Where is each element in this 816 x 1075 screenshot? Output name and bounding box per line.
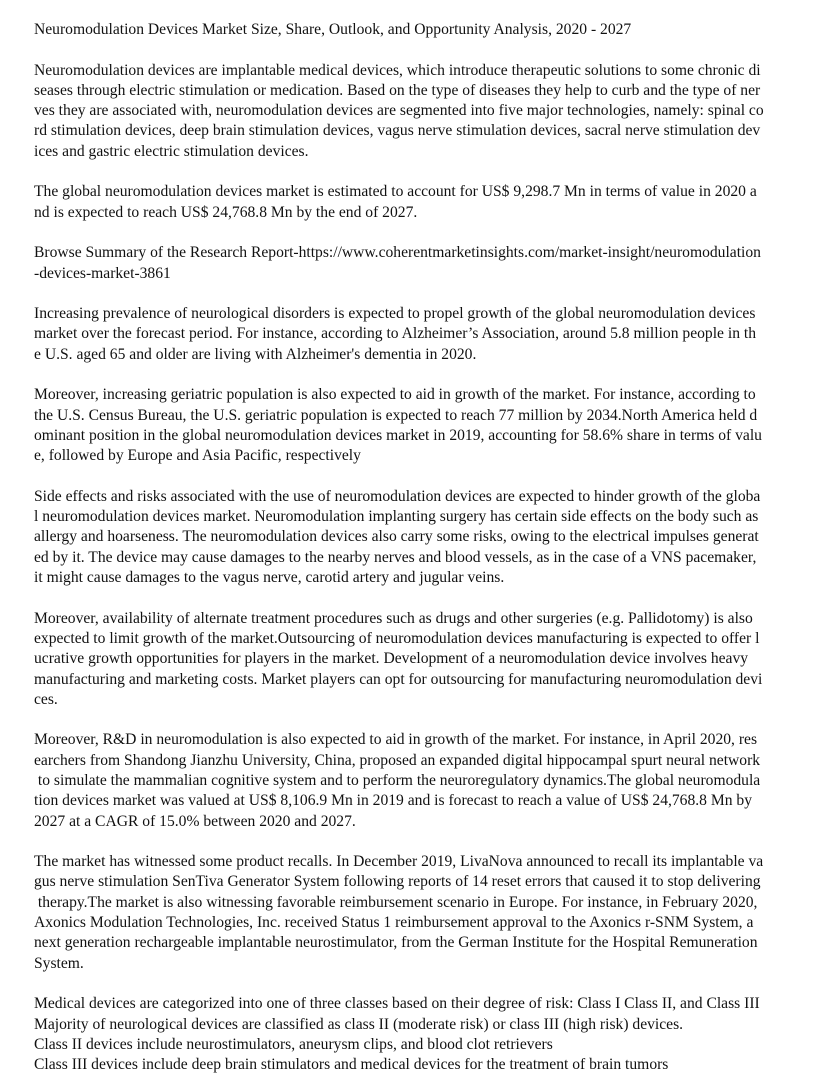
text-line: allergy and hoarseness. The neuromodulation devices also carry some risks, owing to the electrical impulses generat	[34, 528, 759, 546]
text-line: rd stimulation devices, deep brain stimulation devices, vagus nerve stimulation devices, sacral nerve stimulation dev	[34, 122, 761, 140]
text-line: The market has witnessed some product recalls. In December 2019, LivaNova announced to recall its implantable va	[34, 853, 764, 871]
text-line: ucrative growth opportunities for players in the market. Development of a neuromodulation device involves heavy	[34, 650, 749, 668]
text-line: 2027 at a CAGR of 15.0% between 2020 and 2027.	[34, 812, 356, 830]
paragraph	[34, 487, 794, 588]
text-line: ices and gastric electric stimulation devices.	[34, 142, 309, 160]
document-title: Neuromodulation Devices Market Size, Share, Outlook, and Opportunity Analysis, 2020 - 2027	[34, 21, 632, 38]
text-line: Medical devices are categorized into one of three classes based on their degree of risk: Class I Class II, and Class III	[34, 995, 760, 1013]
text-line: Class II devices include neurostimulators, aneurysm clips, and blood clot retrievers	[34, 1035, 553, 1053]
text-line: Class III devices include deep brain stimulators and medical devices for the treatment of brain tumors	[34, 1056, 669, 1074]
paragraph	[34, 730, 794, 831]
text-line: Axonics Modulation Technologies, Inc. received Status 1 reimbursement approval to the Axonics r-SNM System, a	[34, 914, 754, 932]
text-line: Neuromodulation devices are implantable medical devices, which introduce therapeutic solutions to some chronic di	[34, 61, 761, 79]
text-line: e, followed by Europe and Asia Pacific, respectively	[34, 447, 361, 465]
text-line: ed by it. The device may cause damages to the nearby nerves and blood vessels, as in the case of a VNS pacemaker,	[34, 548, 757, 566]
text-line: Moreover, increasing geriatric population is also expected to aid in growth of the market. For instance, according to	[34, 386, 756, 404]
document-body	[34, 61, 794, 1075]
text-line: e U.S. aged 65 and older are living with Alzheimer's dementia in 2020.	[34, 345, 477, 363]
text-line: tion devices market was valued at US$ 8,106.9 Mn in 2019 and is forecast to reach a value of US$ 24,768.8 Mn by	[34, 792, 753, 810]
text-line: System.	[34, 954, 84, 972]
paragraph	[34, 61, 794, 162]
text-line: nd is expected to reach US$ 24,768.8 Mn by the end of 2027.	[34, 203, 418, 221]
text-line: manufacturing and marketing costs. Market players can opt for outsourcing for manufacturing neuromodulation devi	[34, 670, 763, 688]
paragraph	[34, 609, 794, 710]
text-line: therapy.The market is also witnessing favorable reimbursement scenario in Europe. For instance, in February 2020,	[34, 893, 758, 911]
text-line: gus nerve stimulation SenTiva Generator System following reports of 14 reset errors that caused it to stop delivering	[34, 873, 761, 891]
text-line: to simulate the mammalian cognitive system and to perform the neuroregulatory dynamics.The global neuromodula	[34, 771, 761, 789]
paragraph	[34, 243, 794, 284]
text-line: l neuromodulation devices market. Neuromodulation implanting surgery has certain side effects on the body such as	[34, 508, 759, 526]
text-line: Moreover, R&D in neuromodulation is also expected to aid in growth of the market. For instance, in April 2020, res	[34, 731, 758, 749]
text-line: ces.	[34, 690, 58, 708]
text-line: the U.S. Census Bureau, the U.S. geriatric population is expected to reach 77 million by 2034.North America held d	[34, 406, 758, 424]
text-line: ves they are associated with, neuromodulation devices are segmented into five major technologies, namely: spinal co	[34, 102, 764, 120]
text-line: The global neuromodulation devices market is estimated to account for US$ 9,298.7 Mn in terms of value in 2020 a	[34, 183, 757, 201]
paragraph	[34, 304, 794, 365]
paragraph	[34, 994, 794, 1075]
document-page	[34, 20, 794, 1075]
text-line: ominant position in the global neuromodulation devices market in 2019, accounting for 58.6% share in terms of valu	[34, 426, 762, 444]
text-line: Majority of neurological devices are classified as class II (moderate risk) or class III (high risk) devices.	[34, 1015, 684, 1033]
text-line: expected to limit growth of the market.Outsourcing of neuromodulation devices manufacturing is expected to offer l	[34, 629, 760, 647]
text-line: Increasing prevalence of neurological disorders is expected to propel growth of the global neuromodulation devices	[34, 305, 756, 323]
paragraph	[34, 385, 794, 466]
text-line: Browse Summary of the Research Report-https://www.coherentmarketinsights.com/market-insight/neuromodulation	[34, 244, 761, 262]
text-line: -devices-market-3861	[34, 264, 171, 282]
text-line: it might cause damages to the vagus nerve, carotid artery and jugular veins.	[34, 569, 505, 587]
text-line: next generation rechargeable implantable neurostimulator, from the German Institute for the Hospital Remuneration	[34, 934, 758, 952]
text-line: market over the forecast period. For instance, according to Alzheimer’s Association, around 5.8 million people in th	[34, 325, 757, 343]
text-line: earchers from Shandong Jianzhu University, China, proposed an expanded digital hippocampal spurt neural network	[34, 751, 761, 769]
text-line: seases through electric stimulation or medication. Based on the type of diseases they help to curb and the type of ner	[34, 81, 761, 99]
paragraph	[34, 852, 794, 974]
paragraph	[34, 182, 794, 223]
text-line: Side effects and risks associated with the use of neuromodulation devices are expected to hinder growth of the globa	[34, 487, 761, 505]
text-line: Moreover, availability of alternate treatment procedures such as drugs and other surgeries (e.g. Pallidotomy) is also	[34, 609, 753, 627]
